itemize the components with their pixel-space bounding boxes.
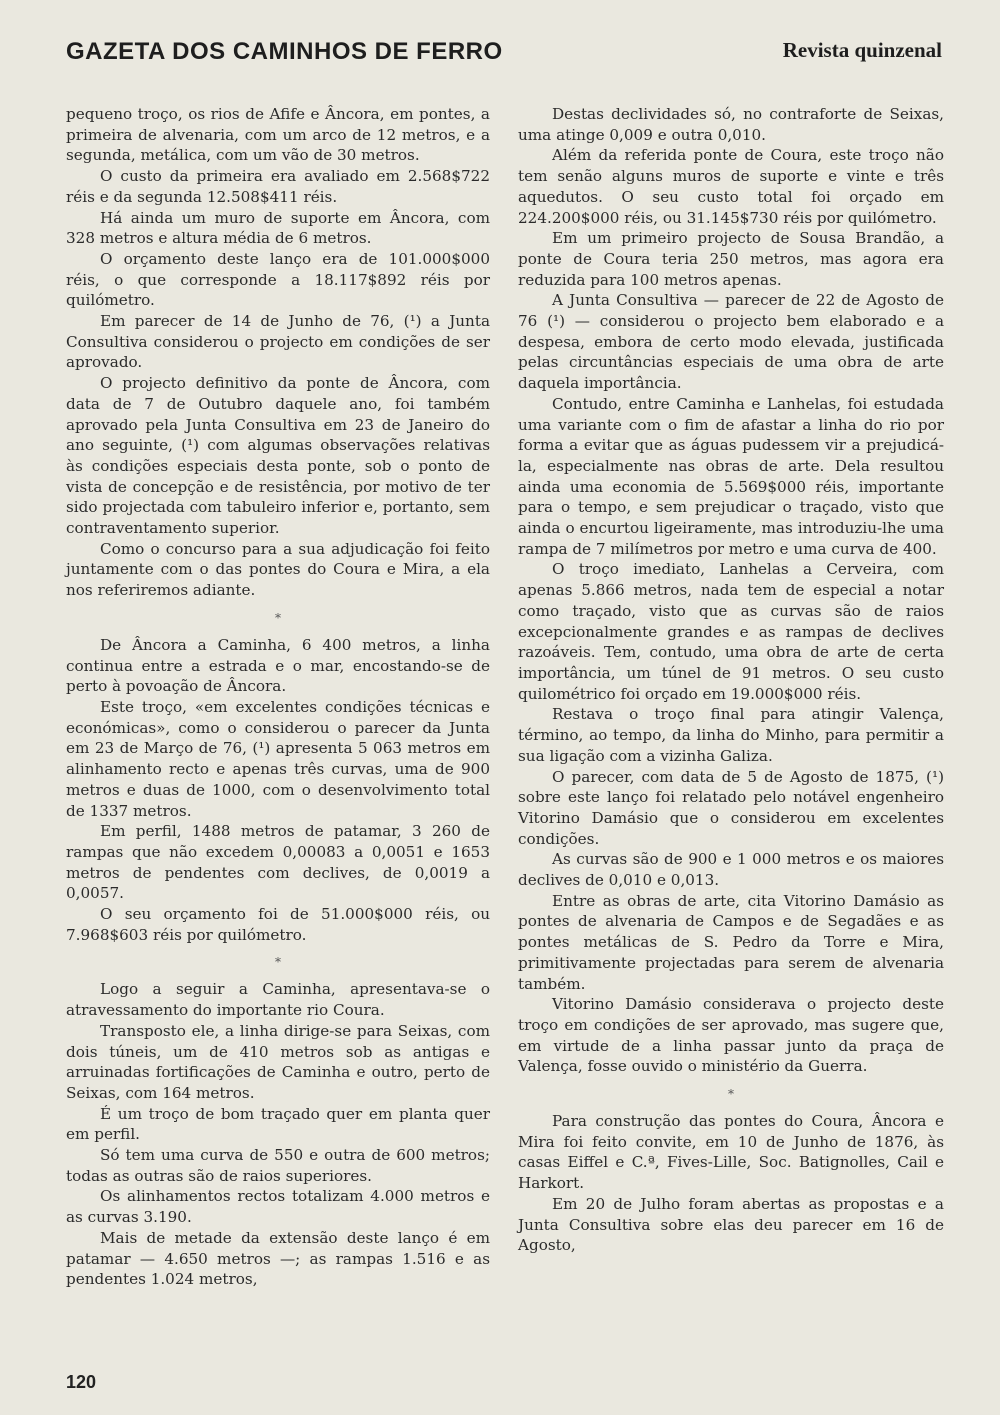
paragraph: Restava o troço final para atingir Valença, término, ao tempo, da linha do Minho, para permitir a sua ligação com a vizinha Galiza. bbox=[518, 705, 944, 765]
paragraph: O seu orçamento foi de 51.000$000 réis, ou 7.968$603 réis por quilómetro. bbox=[66, 905, 490, 944]
paragraph: Os alinhamentos rectos totalizam 4.000 metros e as curvas 3.190. bbox=[66, 1187, 490, 1227]
journal-subtitle: Revista quinzenal bbox=[782, 38, 942, 62]
paragraph: Para construção das pontes do Coura, Âncora e Mira foi feito convite, em 10 de Junho de 1876, às casas Eiffel e C.ª, Fives-Lille, Soc. Batignolles, Cail e Harkort. bbox=[518, 1112, 944, 1193]
paragraph: Há ainda um muro de suporte em Âncora, com 328 metros e altura média de 6 metros. bbox=[66, 208, 490, 248]
paragraph: Vitorino Damásio considerava o projecto deste troço em condições de ser aprovado, mas sugere que, em virtude de a linha passar junto da praça de Valença, fosse ouvido o ministério da Guerra. bbox=[518, 995, 944, 1076]
paragraph: Mais de metade da extensão deste lanço é em patamar — 4.650 metros —; as rampas 1.516 e as pendentes 1.024 metros, bbox=[66, 1228, 490, 1289]
paragraph: É um troço de bom traçado quer em planta quer em perfil. bbox=[66, 1104, 490, 1144]
paragraph: Logo a seguir a Caminha, apresentava-se o atravessamento do importante rio Coura. bbox=[66, 980, 490, 1020]
right-column bbox=[518, 104, 944, 1256]
paragraph: Só tem uma curva de 550 e outra de 600 metros; todas as outras são de raios superiores. bbox=[66, 1146, 490, 1185]
paragraph: Em parecer de 14 de Junho de 76, (¹) a Junta Consultiva considerou o projecto em condições de ser aprovado. bbox=[66, 312, 490, 372]
paragraph: O custo da primeira era avaliado em 2.568$722 réis e da segunda 12.508$411 réis. bbox=[66, 167, 490, 206]
paragraph: O parecer, com data de 5 de Agosto de 1875, (¹) sobre este lanço foi relatado pelo notável engenheiro Vitorino Damásio que o considerou em excelentes condições. bbox=[518, 767, 944, 848]
paragraph: As curvas são de 900 e 1 000 metros e os maiores declives de 0,010 e 0,013. bbox=[518, 850, 944, 890]
paragraph: De Âncora a Caminha, 6 400 metros, a linha continua entre a estrada e o mar, encostando-se de perto à povoação de Âncora. bbox=[66, 635, 490, 696]
paragraph: Este troço, «em excelentes condições técnicas e económicas», como o considerou o parecer da Junta em 23 de Março de 76, (¹) apresenta 5 063 metros em alinhamento recto e apenas três curvas, uma de 900 metros e duas de 1000, com o desenvolvimento total de 1337 metros. bbox=[66, 697, 490, 820]
section-separator: * bbox=[728, 1087, 734, 1102]
paragraph: pequeno troço, os rios de Afife e Âncora, em pontes, a primeira de alvenaria, com um arco de 12 metros, e a segunda, metálica, com um vão de 30 metros. bbox=[66, 105, 490, 165]
section-separator: * bbox=[275, 955, 281, 970]
page-number: 120 bbox=[66, 1372, 97, 1392]
paragraph: A Junta Consultiva — parecer de 22 de Agosto de 76 (¹) — considerou o projecto bem elaborado e a despesa, embora de certo modo elevada, justificada pelas circuntâncias especiais de uma obra de arte daquela importância. bbox=[518, 291, 944, 393]
paragraph: O orçamento deste lanço era de 101.000$000 réis, o que corresponde a 18.117$892 réis por quilómetro. bbox=[66, 249, 490, 310]
paragraph: Transposto ele, a linha dirige-se para Seixas, com dois túneis, um de 410 metros sob as antigas e arruinadas fortificações de Caminha e outro, perto de Seixas, com 164 metros. bbox=[66, 1021, 490, 1102]
paragraph: Em perfil, 1488 metros de patamar, 3 260 de rampas que não excedem 0,00083 a 0,0051 e 1653 metros de pendentes com declives, de 0,0019 a 0,0057. bbox=[66, 822, 490, 903]
paragraph: O troço imediato, Lanhelas a Cerveira, com apenas 5.866 metros, nada tem de especial a notar como traçado, visto que as curvas são de raios excepcionalmente grandes e as rampas de declives razoáveis. Tem, contudo, uma obra de arte de certa importância, um túnel de 91 metros. O seu custo quilométrico foi orçado em 19.000$000 réis. bbox=[518, 560, 944, 703]
paragraph: Contudo, entre Caminha e Lanhelas, foi estudada uma variante com o fim de afastar a linha do rio por forma a evitar que as águas pudessem vir a prejudicá-la, especialmente nas obras de arte. Dela resultou ainda uma economia de 5.569$000 réis, importante para o tempo, e sem prejudicar o traçado, visto que ainda o encurtou ligeiramente, mas introduziu-lhe uma rampa de 7 milímetros por metro e uma curva de 400. bbox=[518, 394, 944, 558]
paragraph: Em um primeiro projecto de Sousa Brandão, a ponte de Coura teria 250 metros, mas agora era reduzida para 100 metros apenas. bbox=[518, 229, 944, 289]
journal-title: GAZETA DOS CAMINHOS DE FERRO bbox=[66, 38, 503, 65]
left-column bbox=[66, 104, 490, 1290]
paragraph: Como o concurso para a sua adjudicação foi feito juntamente com o das pontes do Coura e Mira, a ela nos referiremos adiante. bbox=[66, 539, 490, 600]
paragraph: Entre as obras de arte, cita Vitorino Damásio as pontes de alvenaria de Campos e de Segadães e as pontes metálicas de S. Pedro da Torre e Mira, primitivamente projectadas para serem de alvenaria também. bbox=[518, 891, 944, 993]
section-separator: * bbox=[275, 610, 281, 625]
paragraph: O projecto definitivo da ponte de Âncora, com data de 7 de Outubro daquele ano, foi também aprovado pela Junta Consultiva em 23 de Janeiro do ano seguinte, (¹) com algumas observações relativas às condições especiais desta ponte, sob o ponto de vista de concepção e de resistência, por motivo de ter sido projectada com tabuleiro inferior e, portanto, sem contraventamento superior. bbox=[66, 374, 490, 538]
paragraph: Além da referida ponte de Coura, este troço não tem senão alguns muros de suporte e vinte e três aquedutos. O seu custo total foi orçado em 224.200$000 réis, ou 31.145$730 réis por quilómetro. bbox=[518, 146, 944, 227]
paragraph: Em 20 de Julho foram abertas as propostas e a Junta Consultiva sobre elas deu parecer em 16 de Agosto, bbox=[518, 1194, 944, 1255]
paragraph: Destas declividades só, no contraforte de Seixas, uma atinge 0,009 e outra 0,010. bbox=[518, 105, 944, 144]
